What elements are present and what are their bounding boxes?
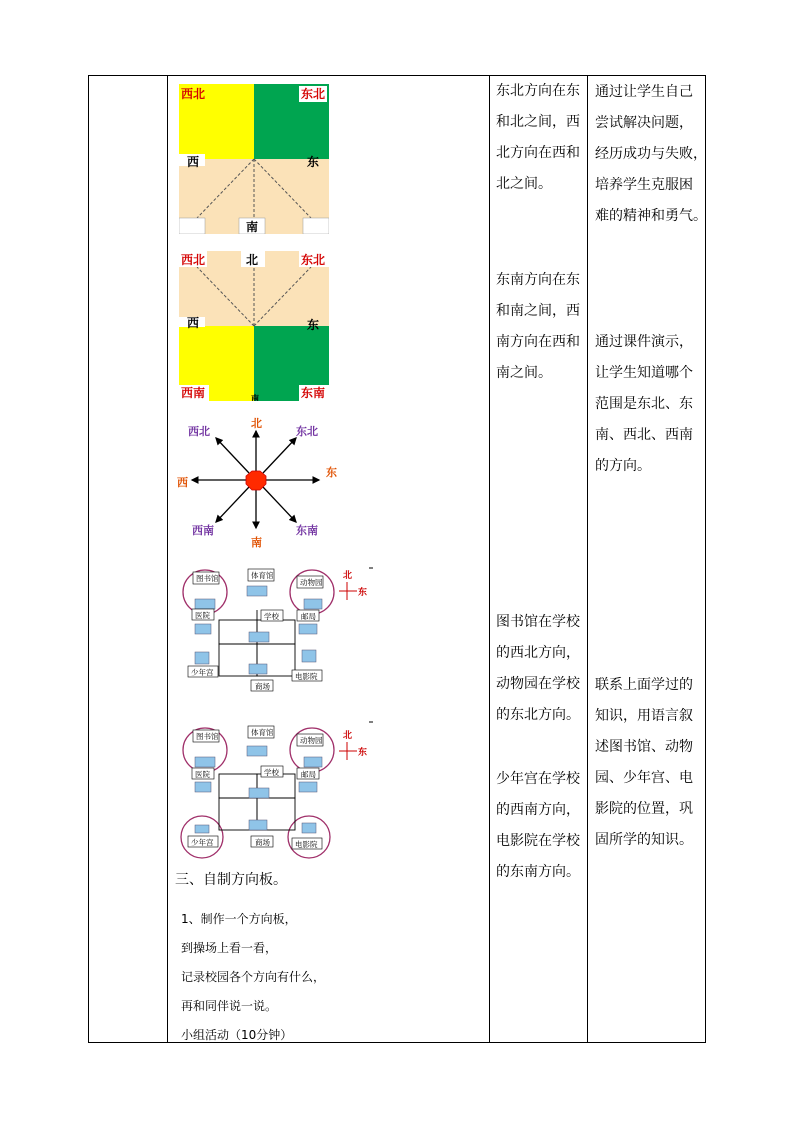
label-east: 东 <box>307 318 320 332</box>
text-line: 尝试解决问题， <box>595 115 693 131</box>
activity-line: 1、制作一个方向板， <box>181 912 297 926</box>
text-line: 知识，用语言叙 <box>595 708 693 724</box>
text-line: 让学生知道哪个 <box>595 365 693 381</box>
map-compass-north: 北 <box>343 571 353 581</box>
map-gym: 体育馆 <box>251 728 274 737</box>
text-line: 南方向在西和 <box>496 334 580 350</box>
text-line: 北方向在西和 <box>496 145 580 161</box>
text-line: 和北之间，西 <box>496 114 580 130</box>
compass-west: 西 <box>177 476 188 489</box>
direction-quadrant-bottom <box>179 251 329 405</box>
text-line: 东南方向在东 <box>496 272 580 288</box>
compass-ne: 东北 <box>296 425 318 438</box>
map-cinema: 电影院 <box>295 840 318 849</box>
label-nw: 西北 <box>181 87 206 101</box>
map-zoo: 动物园 <box>300 736 323 745</box>
activity-line: 记录校园各个方向有什么， <box>181 970 326 984</box>
map-school: 学校 <box>264 768 279 777</box>
label-south: 南 <box>246 220 259 234</box>
col4-block2 <box>595 327 693 482</box>
text-line: 南、西北、西南 <box>595 427 693 443</box>
compass-north: 北 <box>251 417 262 430</box>
col3-block4 <box>496 764 580 888</box>
text-line: 的方向。 <box>595 458 651 474</box>
col3-block3 <box>496 607 580 731</box>
label-north: 北 <box>246 253 259 267</box>
col3-block1 <box>496 76 580 200</box>
map-mall: 商场 <box>255 682 270 691</box>
text-line: 的西北方向， <box>496 645 580 661</box>
text-line: 南之间。 <box>496 365 552 381</box>
text-line: 范围是东北、东 <box>595 396 693 412</box>
label-sw: 西南 <box>181 386 206 400</box>
map-palace: 少年宫 <box>191 668 214 677</box>
text-line: 园、少年宫、电 <box>595 770 693 786</box>
activity-line: 再和同伴说一说。 <box>181 999 278 1013</box>
activity-line: 小组活动（10分钟） <box>181 1028 293 1042</box>
compass-sw: 西南 <box>192 524 214 537</box>
label-nw: 西北 <box>181 253 206 267</box>
school-map-2 <box>177 720 377 869</box>
map-library: 图书馆 <box>196 574 219 583</box>
text-line: 通过让学生自己 <box>595 84 693 100</box>
text-line: 固所学的知识。 <box>595 832 693 848</box>
compass-se: 东南 <box>296 524 318 537</box>
map-hospital: 医院 <box>195 770 210 779</box>
text-line: 的西南方向， <box>496 802 580 818</box>
text-line: 述图书馆、动物 <box>595 739 693 755</box>
label-ne: 东北 <box>301 253 326 267</box>
text-line: 少年宫在学校 <box>496 771 580 787</box>
text-line: 电影院在学校 <box>496 833 580 849</box>
label-ne: 东北 <box>301 87 326 101</box>
col4-block3 <box>595 670 693 856</box>
col3-block2 <box>496 265 580 389</box>
map-compass-east: 东 <box>358 748 368 758</box>
section-three-heading: 三、自制方向板。 <box>175 872 287 888</box>
text-line: 联系上面学过的 <box>595 677 693 693</box>
text-line: 的东北方向。 <box>496 707 580 723</box>
map-post: 邮局 <box>301 770 316 779</box>
compass-east: 东 <box>326 466 337 479</box>
column-divider <box>167 76 168 1042</box>
map-gym: 体育馆 <box>251 571 274 580</box>
label-se: 东南 <box>301 386 326 400</box>
map-school: 学校 <box>264 612 279 621</box>
map-compass-east: 东 <box>358 588 368 598</box>
map-mall: 商场 <box>255 838 270 847</box>
label-west: 西 <box>187 316 200 330</box>
text-line: 通过课件演示， <box>595 334 693 350</box>
text-line: 和南之间，西 <box>496 303 580 319</box>
text-line: 图书馆在学校 <box>496 614 580 630</box>
col4-block1 <box>595 77 707 232</box>
map-hospital: 医院 <box>195 611 210 620</box>
map-zoo: 动物园 <box>300 578 323 587</box>
label-west: 西 <box>187 155 200 169</box>
compass-rose <box>174 416 344 555</box>
direction-quadrant-top <box>179 84 329 238</box>
text-line: 动物园在学校 <box>496 676 580 692</box>
map-cinema: 电影院 <box>295 672 318 681</box>
column-divider <box>587 76 588 1042</box>
column-divider <box>489 76 490 1042</box>
text-line: 培养学生克服困 <box>595 177 693 193</box>
text-line: 东北方向在东 <box>496 83 580 99</box>
map-library: 图书馆 <box>196 732 219 741</box>
label-east: 东 <box>307 155 320 169</box>
text-line: 经历成功与失败， <box>595 146 707 162</box>
map-compass-north: 北 <box>343 731 353 741</box>
map-palace: 少年宫 <box>191 838 214 847</box>
text-line: 北之间。 <box>496 176 552 192</box>
text-line: 影院的位置，巩 <box>595 801 693 817</box>
compass-nw: 西北 <box>188 425 210 438</box>
school-map-1 <box>177 566 377 710</box>
map-post: 邮局 <box>301 612 316 621</box>
lesson-table <box>88 75 706 1043</box>
label-south: 南 <box>251 394 259 401</box>
text-line: 难的精神和勇气。 <box>595 208 707 224</box>
text-line: 的东南方向。 <box>496 864 580 880</box>
compass-south: 南 <box>251 536 262 549</box>
section-three-list <box>181 905 325 1050</box>
activity-line: 到操场上看一看， <box>181 941 278 955</box>
